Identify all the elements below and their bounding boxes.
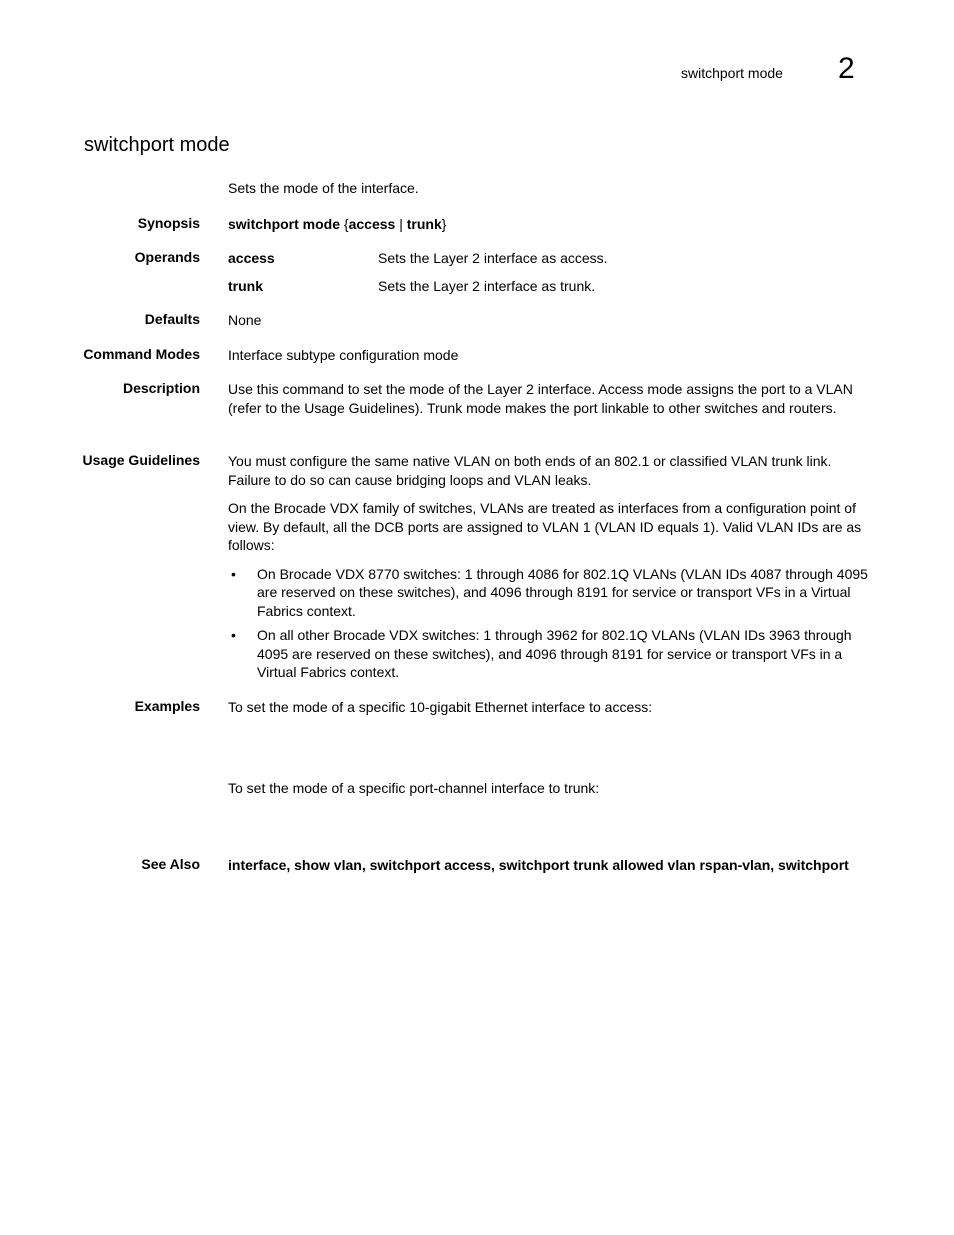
list-item-text: On Brocade VDX 8770 switches: 1 through 4086 for 802.1Q VLANs (VLAN IDs 4087 through 4095 are reserved on these switches), and 4096 through 8191 for service or transport VFs in a Virtual Fabrics context. <box>257 565 868 619</box>
list-item <box>228 626 868 682</box>
synopsis-option-trunk: trunk <box>406 216 442 232</box>
list-item-text: On all other Brocade VDX switches: 1 through 3962 for 802.1Q VLANs (VLAN IDs 3963 through 4095 are reserved on these switches), and 4096 through 8191 for service or transport VFs in a Virtual Fabrics context. <box>257 627 852 680</box>
page-title: switchport mode <box>84 134 230 156</box>
usage-guidelines-label: Usage Guidelines <box>82 452 200 468</box>
running-header-title: switchport mode <box>681 65 783 81</box>
synopsis-close-brace: } <box>441 216 447 232</box>
see-also-links[interactable]: interface, show vlan, switchport access, switchport trunk allowed vlan rspan-vlan, switchport <box>228 857 849 873</box>
usage-paragraph: On the Brocade VDX family of switches, VLANs are treated as interfaces from a configuration point of view. By default, all the DCB ports are assigned to VLAN 1 (VLAN ID equals 1). Valid VLAN IDs are as follows: <box>228 500 862 553</box>
defaults-text: None <box>228 312 262 328</box>
synopsis-separator: | <box>395 216 407 232</box>
example-1-text: To set the mode of a specific 10-gigabit Ethernet interface to access: <box>228 699 653 715</box>
synopsis-open-brace: { <box>343 216 349 232</box>
defaults-label: Defaults <box>144 311 200 327</box>
intro-text: Sets the mode of the interface. <box>228 180 419 196</box>
chapter-number: 2 <box>838 52 855 85</box>
bullet-icon: • <box>231 627 236 643</box>
synopsis-label: Synopsis <box>137 215 200 231</box>
example-2-text: To set the mode of a specific port-channel interface to trunk: <box>228 780 600 796</box>
operand-desc: Sets the Layer 2 interface as access. <box>378 250 608 266</box>
operands-list <box>228 249 868 305</box>
description-label: Description <box>122 380 200 396</box>
command-modes-text: Interface subtype configuration mode <box>228 347 459 363</box>
synopsis-command <box>228 215 868 234</box>
operand-row <box>228 249 868 277</box>
synopsis-option-access: access <box>348 216 396 232</box>
vlan-id-list <box>228 565 868 682</box>
list-item <box>228 565 868 621</box>
operand-row <box>228 277 868 305</box>
description-text: Use this command to set the mode of the Layer 2 interface. Access mode assigns the port to a VLAN (refer to the Usage Guidelines). Trunk mode makes the port linkable to other switches and routers. <box>228 381 853 416</box>
operand-name: access <box>228 250 275 266</box>
usage-paragraph: You must configure the same native VLAN on both ends of an 802.1 or classified VLAN trunk link. Failure to do so can cause bridging loops and VLAN leaks. <box>228 453 832 488</box>
synopsis-command-name: switchport mode <box>228 216 341 232</box>
examples-label: Examples <box>134 698 200 714</box>
bullet-icon: • <box>231 565 236 582</box>
command-modes-label: Command Modes <box>83 346 200 362</box>
operands-label: Operands <box>134 249 200 265</box>
operand-desc: Sets the Layer 2 interface as trunk. <box>378 278 596 294</box>
operand-name: trunk <box>228 278 263 294</box>
see-also-label: See Also <box>141 856 200 872</box>
usage-guidelines-body <box>228 452 868 688</box>
